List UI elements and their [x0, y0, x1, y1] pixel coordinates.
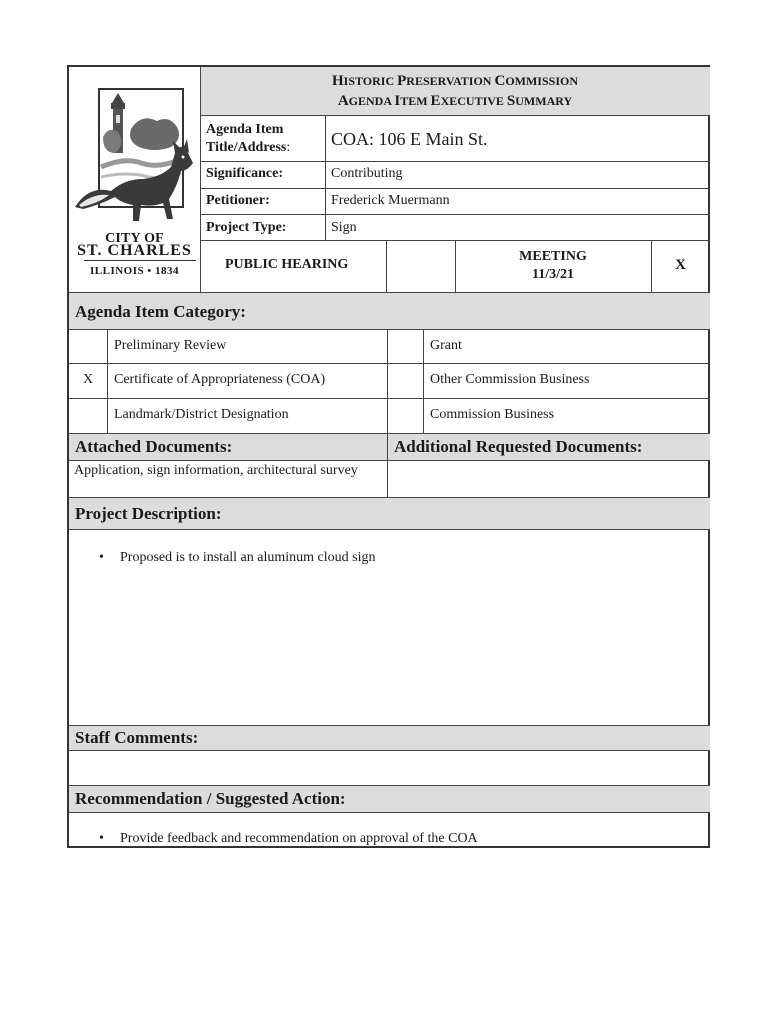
significance-value: Contributing	[331, 166, 403, 181]
recommendation-heading: Recommendation / Suggested Action:	[69, 786, 710, 812]
title-cap: P	[397, 73, 407, 89]
category-label-right: Other Commission Business	[430, 372, 590, 387]
category-label-left: Certificate of Appropriateness (COA)	[114, 372, 326, 387]
form-title-line-2	[200, 91, 710, 111]
list-item-text: Proposed is to install an aluminum cloud sign	[120, 550, 376, 565]
category-label-left: Preliminary Review	[114, 338, 227, 353]
title-cap: E	[430, 93, 441, 109]
title-cap: H	[331, 73, 344, 89]
title-small: XECUTIVE	[440, 94, 507, 108]
logo-state-year: ILLINOIS • 1834	[90, 265, 179, 277]
city-logo	[69, 67, 200, 292]
bullet-icon: •	[99, 550, 104, 565]
category-mark-left: X	[82, 372, 94, 387]
staff-comments-heading: Staff Comments:	[69, 726, 710, 750]
petitioner-label: Petitioner:	[206, 193, 270, 208]
form-title	[200, 67, 710, 115]
executive-summary-form	[67, 65, 710, 848]
agenda-item-label-line-2: Title/Address	[206, 140, 287, 155]
additional-documents-heading: Additional Requested Documents:	[388, 434, 710, 460]
title-cap: A	[337, 93, 349, 109]
title-cap: S	[506, 93, 516, 109]
logo-city-of-text: CITY OF	[105, 231, 164, 246]
public-hearing-label: PUBLIC HEARING	[225, 257, 349, 272]
category-row	[69, 329, 710, 363]
bullet-icon: •	[99, 831, 104, 846]
fox-tower-emblem-icon	[69, 67, 200, 242]
agenda-item-label-line-1: Agenda Item	[206, 122, 284, 137]
list-item-text: Provide feedback and recommendation on approval of the COA	[120, 831, 478, 846]
category-row	[69, 364, 710, 398]
title-small: ISTORIC	[343, 74, 398, 88]
title-small: UMMARY	[515, 94, 573, 108]
agenda-category-heading: Agenda Item Category:	[69, 293, 710, 329]
agenda-item-value: COA: 106 E Main St.	[331, 129, 488, 149]
attached-documents-value: Application, sign information, architectural survey	[74, 463, 358, 478]
form-title-line-1	[200, 71, 710, 91]
agenda-item-label	[206, 121, 290, 157]
title-small: GENDA	[348, 94, 395, 108]
list-item	[69, 550, 710, 566]
title-small: OMMISSION	[505, 74, 578, 88]
title-small: RESERVATION	[406, 74, 495, 88]
petitioner-value: Frederick Muermann	[331, 193, 450, 208]
project-description-heading: Project Description:	[69, 498, 710, 529]
meeting-checkbox-mark: X	[675, 257, 686, 273]
meeting-date: 11/3/21	[531, 267, 574, 282]
list-item	[69, 831, 710, 847]
category-row	[69, 399, 710, 433]
category-label-right: Commission Business	[430, 407, 555, 422]
attached-documents-heading: Attached Documents:	[69, 434, 387, 460]
title-cap: C	[494, 73, 506, 89]
project-type-value: Sign	[331, 220, 357, 235]
project-type-label: Project Type:	[206, 220, 287, 235]
meeting-label	[455, 248, 651, 284]
logo-city-name: ST. CHARLES	[77, 242, 192, 259]
recommendation-list	[69, 831, 710, 847]
project-description-list	[69, 550, 710, 566]
category-label-left: Landmark/District Designation	[114, 407, 289, 422]
agenda-item-colon: :	[286, 140, 291, 155]
significance-label: Significance:	[206, 166, 283, 181]
title-cap: I	[394, 93, 401, 109]
category-label-right: Grant	[430, 338, 462, 353]
meeting-label-text: MEETING	[519, 249, 587, 264]
title-small: TEM	[400, 94, 431, 108]
